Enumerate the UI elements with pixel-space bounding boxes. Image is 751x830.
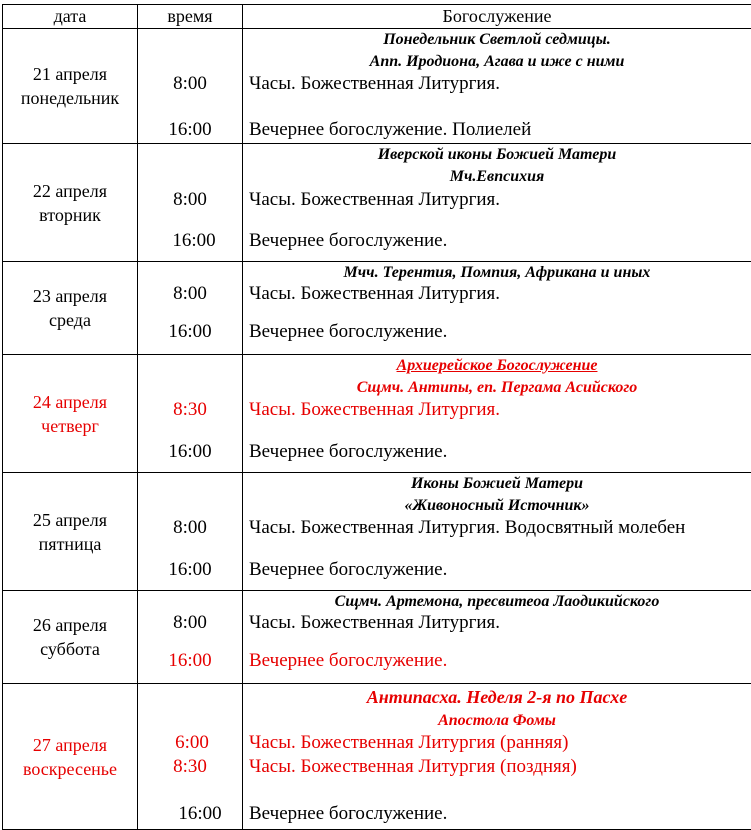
weekday-label: пятница [3, 532, 137, 556]
service-text: Вечернее богослужение. [249, 803, 751, 825]
service-time: 6:00 [138, 732, 242, 754]
service-text: Часы. Божественная Литургия. [249, 189, 751, 211]
service-cell [243, 473, 751, 591]
service-cell [243, 684, 751, 830]
weekday-label: среда [3, 308, 137, 332]
feast-title: Иверской иконы Божией Матери [243, 144, 751, 166]
feast-title: Апостола Фомы [243, 710, 751, 732]
header-row [3, 5, 751, 29]
time-cell [138, 29, 243, 144]
weekday-label: суббота [3, 637, 137, 661]
date-cell [3, 355, 138, 473]
service-text: Часы. Божественная Литургия (поздняя) [249, 756, 751, 778]
service-text: Часы. Божественная Литургия (ранняя) [249, 732, 751, 754]
day-row [3, 591, 751, 684]
date-cell [3, 684, 138, 830]
service-time: 16:00 [138, 230, 242, 252]
service-text: Часы. Божественная Литургия. [249, 283, 751, 305]
service-time: 16:00 [138, 119, 242, 141]
service-time: 16:00 [138, 650, 242, 672]
service-time: 16:00 [138, 559, 242, 581]
time-cell [138, 684, 243, 830]
weekday-label: четверг [3, 414, 137, 438]
day-row [3, 355, 751, 473]
service-text: Часы. Божественная Литургия. [249, 73, 751, 95]
feast-title: Антипасха. Неделя 2-я по Пасхе [243, 686, 751, 708]
service-text: Вечернее богослужение. [249, 230, 751, 252]
service-text: Вечернее богослужение. [249, 441, 751, 463]
schedule-table [2, 4, 751, 830]
feast-title: Сщмч. Антипы, еп. Пергама Асийского [243, 377, 751, 399]
feast-title: Сщмч. Артемона, пресвитеоа Лаодикийского [243, 591, 751, 613]
feast-title: «Живоносный Источник» [243, 495, 751, 517]
service-time: 16:00 [138, 803, 242, 825]
service-cell [243, 29, 751, 144]
service-time: 8:30 [138, 756, 242, 778]
time-cell [138, 473, 243, 591]
date-label: 26 апреля [3, 613, 137, 637]
header-time: время [138, 5, 243, 29]
day-row [3, 262, 751, 355]
service-time: 8:00 [138, 612, 242, 634]
service-cell [243, 144, 751, 262]
service-time: 8:30 [138, 399, 242, 421]
service-time: 8:00 [138, 517, 242, 539]
service-cell [243, 262, 751, 355]
service-text: Вечернее богослужение. [249, 559, 751, 581]
day-row [3, 473, 751, 591]
date-label: 24 апреля [3, 390, 137, 414]
time-cell [138, 262, 243, 355]
feast-title: Мч.Евпсихия [243, 166, 751, 188]
service-time: 8:00 [138, 283, 242, 305]
service-time: 8:00 [138, 189, 242, 211]
service-text: Часы. Божественная Литургия. [249, 399, 751, 421]
weekday-label: воскресенье [3, 757, 137, 781]
feast-title: Архиерейское Богослужение [243, 355, 751, 377]
service-time: 16:00 [138, 321, 242, 343]
feast-title: Иконы Божией Матери [243, 473, 751, 495]
time-cell [138, 591, 243, 684]
service-text: Часы. Божественная Литургия. Водосвятный молебен [249, 517, 751, 539]
date-label: 22 апреля [3, 179, 137, 203]
header-service: Богослужение [243, 5, 751, 29]
day-row [3, 684, 751, 830]
service-time: 16:00 [138, 441, 242, 463]
service-text: Вечернее богослужение. [249, 650, 751, 672]
date-label: 23 апреля [3, 284, 137, 308]
date-cell [3, 29, 138, 144]
service-text: Вечернее богослужение. [249, 321, 751, 343]
service-time: 8:00 [138, 73, 242, 95]
day-row [3, 144, 751, 262]
weekday-label: понедельник [3, 86, 137, 110]
header-date: дата [3, 5, 138, 29]
date-label: 27 апреля [3, 733, 137, 757]
date-cell [3, 262, 138, 355]
date-cell [3, 473, 138, 591]
day-row [3, 29, 751, 144]
weekday-label: вторник [3, 203, 137, 227]
feast-title: Апп. Иродиона, Агава и иже с ними [243, 51, 751, 73]
service-text: Вечернее богослужение. Полиелей [249, 119, 751, 141]
date-cell [3, 144, 138, 262]
time-cell [138, 355, 243, 473]
service-cell [243, 355, 751, 473]
date-label: 21 апреля [3, 62, 137, 86]
service-text: Часы. Божественная Литургия. [249, 612, 751, 634]
date-cell [3, 591, 138, 684]
date-label: 25 апреля [3, 508, 137, 532]
feast-title: Понедельник Светлой седмицы. [243, 29, 751, 51]
time-cell [138, 144, 243, 262]
feast-title: Мчч. Терентия, Помпия, Африкана и иных [243, 262, 751, 284]
service-cell [243, 591, 751, 684]
